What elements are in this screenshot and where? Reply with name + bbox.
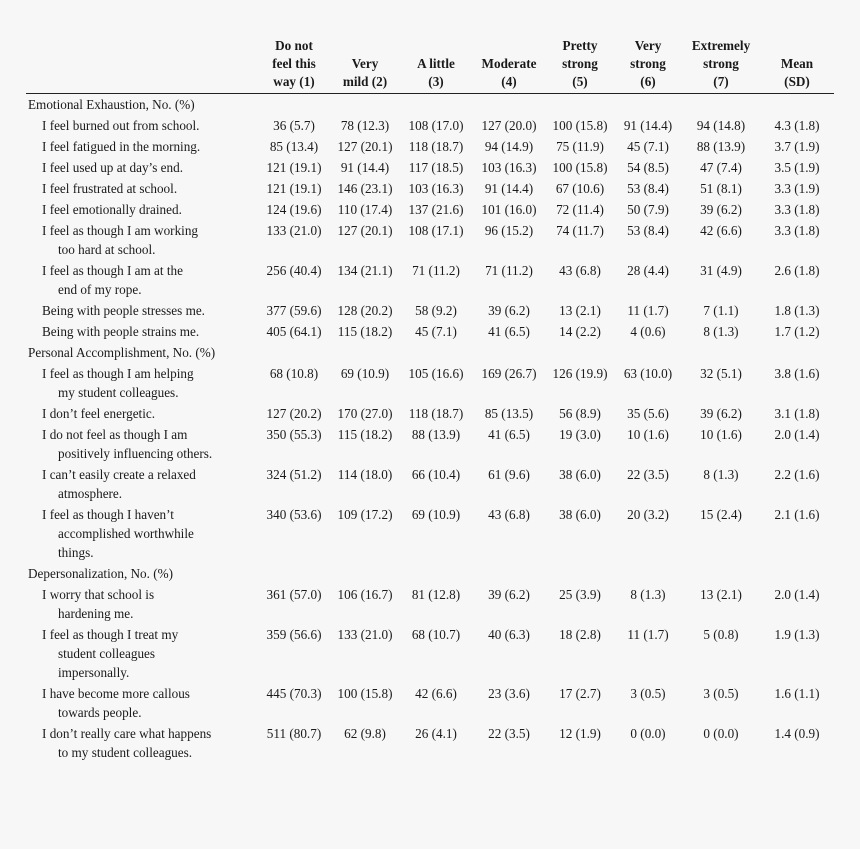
count-percent-cell: 94 (14.9) [484,139,534,154]
item-label-line: I feel as though I am working [42,223,199,238]
table-row [26,723,834,763]
item-label-line: I feel as though I am at the [42,263,183,278]
table-row [26,300,834,321]
item-label [26,363,258,403]
count-percent-cell: 126 (19.9) [552,366,608,381]
count-percent-cell: 170 (27.0) [337,406,393,421]
count-percent-cell: 103 (16.3) [408,181,464,196]
mean-sd-cell: 2.0 (1.4) [774,427,820,442]
table-row [26,363,834,403]
count-percent-cell: 81 (12.8) [411,587,461,602]
count-percent-cell: 35 (5.6) [627,406,669,421]
count-percent-cell: 0 (0.0) [630,726,666,741]
count-percent-cell: 67 (10.6) [555,181,605,196]
count-percent-cell: 169 (26.7) [481,366,537,381]
count-percent-cell: 256 (40.4) [266,263,322,278]
item-label [26,260,258,300]
count-percent-cell: 11 (1.7) [627,627,669,642]
count-percent-cell: 8 (1.3) [703,467,739,482]
count-percent-cell: 42 (6.6) [700,223,742,238]
item-label-line: I feel emotionally drained. [42,202,182,217]
count-percent-cell: 50 (7.9) [627,202,669,217]
count-percent-cell: 94 (14.8) [696,118,746,133]
count-percent-cell: 62 (9.8) [344,726,386,741]
count-percent-cell: 359 (56.6) [266,627,322,642]
item-label [26,115,258,136]
item-label-continuation: things. [58,545,94,560]
item-label [26,199,258,220]
count-percent-cell: 118 (18.7) [408,406,464,421]
count-percent-cell: 56 (8.9) [559,406,601,421]
item-label-continuation: too hard at school. [58,242,156,257]
item-label [26,504,258,563]
count-percent-cell: 88 (13.9) [696,139,746,154]
count-percent-cell: 133 (21.0) [337,627,393,642]
header-very-strong: Very strong (6) [614,37,682,94]
burnout-table [26,37,834,763]
mean-sd-cell: 2.6 (1.8) [774,263,820,278]
count-percent-cell: 36 (5.7) [273,118,315,133]
count-percent-cell: 405 (64.1) [266,324,322,339]
item-label-continuation: impersonally. [58,665,130,680]
table-row [26,403,834,424]
mean-sd-cell: 2.1 (1.6) [774,507,820,522]
item-label [26,624,258,683]
count-percent-cell: 445 (70.3) [266,686,322,701]
table-row [26,220,834,260]
table-row [26,584,834,624]
count-percent-cell: 127 (20.1) [337,223,393,238]
count-percent-cell: 350 (55.3) [266,427,322,442]
mean-sd-cell: 3.5 (1.9) [774,160,820,175]
item-label [26,178,258,199]
mean-sd-cell: 3.8 (1.6) [774,366,820,381]
count-percent-cell: 28 (4.4) [627,263,669,278]
table-row [26,464,834,504]
count-percent-cell: 61 (9.6) [488,467,530,482]
item-label [26,403,258,424]
count-percent-cell: 4 (0.6) [630,324,666,339]
count-percent-cell: 39 (6.2) [488,587,530,602]
item-label-continuation: my student colleagues. [58,385,179,400]
table-row [26,424,834,464]
count-percent-cell: 146 (23.1) [337,181,393,196]
count-percent-cell: 121 (19.1) [266,160,322,175]
count-percent-cell: 41 (6.5) [488,427,530,442]
count-percent-cell: 105 (16.6) [408,366,464,381]
count-percent-cell: 115 (18.2) [337,324,393,339]
table-body [26,94,834,764]
mean-sd-cell: 1.4 (0.9) [774,726,820,741]
count-percent-cell: 124 (19.6) [266,202,322,217]
count-percent-cell: 69 (10.9) [411,507,461,522]
count-percent-cell: 88 (13.9) [411,427,461,442]
item-label-line: I feel as though I treat my [42,627,179,642]
mean-sd-cell: 1.7 (1.2) [774,324,820,339]
count-percent-cell: 7 (1.1) [703,303,739,318]
count-percent-cell: 53 (8.4) [627,181,669,196]
mean-sd-cell: 3.3 (1.8) [774,223,820,238]
section-title: Depersonalization, No. (%) [28,566,174,581]
count-percent-cell: 39 (6.2) [700,202,742,217]
mean-sd-cell: 3.3 (1.8) [774,202,820,217]
count-percent-cell: 8 (1.3) [630,587,666,602]
count-percent-cell: 324 (51.2) [266,467,322,482]
mean-sd-cell: 2.2 (1.6) [774,467,820,482]
count-percent-cell: 121 (19.1) [266,181,322,196]
header-pretty-strong: Pretty strong (5) [546,37,614,94]
count-percent-cell: 14 (2.2) [559,324,601,339]
count-percent-cell: 10 (1.6) [627,427,669,442]
count-percent-cell: 101 (16.0) [481,202,537,217]
item-label-line: I feel as though I haven’t [42,507,174,522]
item-label-line: I feel frustrated at school. [42,181,178,196]
count-percent-cell: 68 (10.7) [411,627,461,642]
count-percent-cell: 19 (3.0) [559,427,601,442]
count-percent-cell: 137 (21.6) [408,202,464,217]
mean-sd-cell: 1.9 (1.3) [774,627,820,642]
count-percent-cell: 41 (6.5) [488,324,530,339]
item-label [26,300,258,321]
count-percent-cell: 22 (3.5) [627,467,669,482]
count-percent-cell: 91 (14.4) [623,118,673,133]
item-label [26,584,258,624]
count-percent-cell: 38 (6.0) [559,467,601,482]
item-header [26,37,258,94]
item-label [26,424,258,464]
count-percent-cell: 100 (15.8) [552,118,608,133]
section-title: Emotional Exhaustion, No. (%) [28,97,195,112]
mean-sd-cell: 3.3 (1.9) [774,181,820,196]
count-percent-cell: 69 (10.9) [340,366,390,381]
item-label-continuation: hardening me. [58,606,134,621]
count-percent-cell: 47 (7.4) [700,160,742,175]
mean-sd-cell: 2.0 (1.4) [774,587,820,602]
mean-sd-cell: 1.8 (1.3) [774,303,820,318]
count-percent-cell: 106 (16.7) [337,587,393,602]
count-percent-cell: 128 (20.2) [337,303,393,318]
section-header-row [26,563,834,584]
count-percent-cell: 103 (16.3) [481,160,537,175]
count-percent-cell: 127 (20.0) [481,118,537,133]
count-percent-cell: 13 (2.1) [559,303,601,318]
item-label-line: I feel used up at day’s end. [42,160,183,175]
mean-sd-cell: 4.3 (1.8) [774,118,820,133]
count-percent-cell: 127 (20.2) [266,406,322,421]
count-percent-cell: 85 (13.4) [269,139,319,154]
table-row [26,260,834,300]
count-percent-cell: 38 (6.0) [559,507,601,522]
count-percent-cell: 71 (11.2) [485,263,533,278]
count-percent-cell: 114 (18.0) [337,467,393,482]
table-row [26,683,834,723]
item-label-line: I feel burned out from school. [42,118,200,133]
count-percent-cell: 85 (13.5) [484,406,534,421]
count-percent-cell: 22 (3.5) [488,726,530,741]
count-percent-cell: 68 (10.8) [269,366,319,381]
item-label-continuation: towards people. [58,705,142,720]
count-percent-cell: 115 (18.2) [337,427,393,442]
mean-sd-cell: 3.7 (1.9) [774,139,820,154]
count-percent-cell: 45 (7.1) [415,324,457,339]
count-percent-cell: 40 (6.3) [488,627,530,642]
item-label [26,220,258,260]
count-percent-cell: 3 (0.5) [630,686,666,701]
header-row [26,37,834,94]
count-percent-cell: 51 (8.1) [700,181,742,196]
item-label-line: I don’t feel energetic. [42,406,156,421]
header-extremely-strong: Extremely strong (7) [682,37,760,94]
count-percent-cell: 134 (21.1) [337,263,393,278]
header-moderate: Moderate (4) [472,37,546,94]
count-percent-cell: 43 (6.8) [488,507,530,522]
table-row [26,178,834,199]
section-header-row [26,342,834,363]
count-percent-cell: 12 (1.9) [559,726,601,741]
header-a-little: A little (3) [400,37,472,94]
count-percent-cell: 45 (7.1) [627,139,669,154]
item-label [26,683,258,723]
count-percent-cell: 75 (11.9) [556,139,604,154]
section-header-row [26,94,834,116]
count-percent-cell: 109 (17.2) [337,507,393,522]
table-row [26,157,834,178]
table-row [26,199,834,220]
count-percent-cell: 511 (80.7) [266,726,322,741]
count-percent-cell: 133 (21.0) [266,223,322,238]
header-do-not-feel: Do not feel this way (1) [258,37,330,94]
count-percent-cell: 340 (53.6) [266,507,322,522]
count-percent-cell: 8 (1.3) [703,324,739,339]
item-label-continuation: positively influencing others. [58,446,213,461]
item-label-line: I do not feel as though I am [42,427,188,442]
count-percent-cell: 25 (3.9) [559,587,601,602]
item-label-continuation: to my student colleagues. [58,745,193,760]
count-percent-cell: 54 (8.5) [627,160,669,175]
count-percent-cell: 11 (1.7) [627,303,669,318]
count-percent-cell: 32 (5.1) [700,366,742,381]
count-percent-cell: 63 (10.0) [623,366,673,381]
header-very-mild: Very mild (2) [330,37,400,94]
item-label-line: I feel as though I am helping [42,366,194,381]
count-percent-cell: 72 (11.4) [556,202,604,217]
count-percent-cell: 58 (9.2) [415,303,457,318]
count-percent-cell: 13 (2.1) [700,587,742,602]
item-label-line: I don’t really care what happens [42,726,212,741]
count-percent-cell: 39 (6.2) [488,303,530,318]
count-percent-cell: 117 (18.5) [408,160,464,175]
count-percent-cell: 26 (4.1) [415,726,457,741]
table-header [26,37,834,94]
item-label [26,464,258,504]
count-percent-cell: 39 (6.2) [700,406,742,421]
item-label-line: I feel fatigued in the morning. [42,139,201,154]
count-percent-cell: 23 (3.6) [488,686,530,701]
item-label [26,136,258,157]
count-percent-cell: 100 (15.8) [337,686,393,701]
count-percent-cell: 15 (2.4) [700,507,742,522]
item-label-line: Being with people stresses me. [42,303,205,318]
count-percent-cell: 18 (2.8) [559,627,601,642]
item-label [26,157,258,178]
count-percent-cell: 17 (2.7) [559,686,601,701]
count-percent-cell: 361 (57.0) [266,587,322,602]
count-percent-cell: 31 (4.9) [700,263,742,278]
item-label-line: I have become more callous [42,686,190,701]
count-percent-cell: 78 (12.3) [340,118,390,133]
item-label-continuation: atmosphere. [58,486,123,501]
table-row [26,115,834,136]
item-label-line: I worry that school is [42,587,155,602]
count-percent-cell: 127 (20.1) [337,139,393,154]
count-percent-cell: 118 (18.7) [408,139,464,154]
item-label-continuation: accomplished worthwhile [58,526,194,541]
item-label-line: I can’t easily create a relaxed [42,467,196,482]
item-label-line: Being with people strains me. [42,324,200,339]
count-percent-cell: 100 (15.8) [552,160,608,175]
item-label-continuation: student colleagues [58,646,156,661]
count-percent-cell: 10 (1.6) [700,427,742,442]
table-row [26,504,834,563]
count-percent-cell: 377 (59.6) [266,303,322,318]
burnout-table-container [26,37,834,763]
table-row [26,136,834,157]
count-percent-cell: 108 (17.0) [408,118,464,133]
mean-sd-cell: 1.6 (1.1) [774,686,820,701]
count-percent-cell: 108 (17.1) [408,223,464,238]
item-label [26,321,258,342]
count-percent-cell: 20 (3.2) [627,507,669,522]
count-percent-cell: 91 (14.4) [484,181,534,196]
header-mean-sd: Mean (SD) [760,37,834,94]
item-label [26,723,258,763]
count-percent-cell: 66 (10.4) [411,467,461,482]
count-percent-cell: 110 (17.4) [337,202,393,217]
count-percent-cell: 43 (6.8) [559,263,601,278]
mean-sd-cell: 3.1 (1.8) [774,406,820,421]
count-percent-cell: 71 (11.2) [412,263,460,278]
table-row [26,321,834,342]
item-label-continuation: end of my rope. [58,282,142,297]
count-percent-cell: 74 (11.7) [556,223,604,238]
count-percent-cell: 42 (6.6) [415,686,457,701]
section-title: Personal Accomplishment, No. (%) [28,345,216,360]
count-percent-cell: 96 (15.2) [484,223,534,238]
count-percent-cell: 0 (0.0) [703,726,739,741]
table-row [26,624,834,683]
count-percent-cell: 91 (14.4) [340,160,390,175]
count-percent-cell: 3 (0.5) [703,686,739,701]
count-percent-cell: 53 (8.4) [627,223,669,238]
count-percent-cell: 5 (0.8) [703,627,739,642]
